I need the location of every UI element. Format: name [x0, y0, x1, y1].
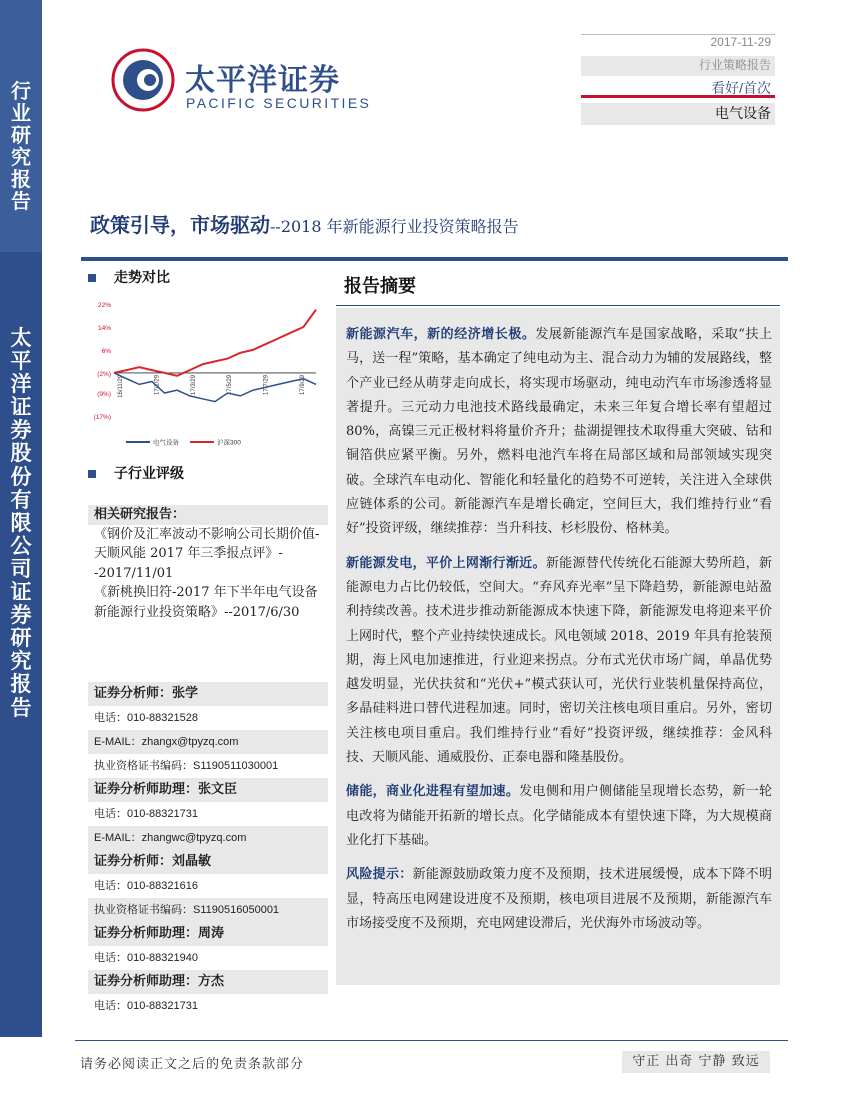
- x-tick-label: 17/5/29: [227, 374, 234, 395]
- summary-paragraph: [346, 780, 772, 853]
- legend-label: 沪深300: [217, 439, 241, 447]
- analyst-contact-line[interactable]: E-MAIL：zhangwc@tpyzq.com: [88, 826, 328, 850]
- trend-heading: 走势对比: [88, 267, 170, 287]
- sidebar-report-type-label: [0, 80, 42, 212]
- legend-label: 电气设备: [153, 439, 179, 447]
- sidebar-char: 报: [11, 167, 31, 191]
- analyst-contact-line: 执业资格证书编码：S1190511030001: [94, 760, 279, 772]
- sidebar-char: 洋: [10, 371, 32, 397]
- analyst-name: 证券分析师助理：张文臣: [94, 782, 238, 797]
- sidebar-char: 限: [10, 509, 32, 535]
- footer-motto: 守正 出奇 宁静 致远: [622, 1051, 770, 1073]
- title-sub: --2018 年新能源行业投资策略报告: [270, 217, 519, 236]
- footer-divider: [75, 1040, 788, 1041]
- logo-name-en: PACIFIC SECURITIES: [186, 95, 372, 111]
- x-tick-label: 17/3/29: [190, 374, 197, 395]
- related-report-item[interactable]: 《新桃换旧符-2017 年下半年电气设备新能源行业投资策略》--2017/6/30: [94, 585, 318, 620]
- y-tick-label: (2%): [97, 370, 111, 378]
- summary-lead: 风险提示：: [346, 867, 413, 883]
- summary-paragraph: [346, 323, 772, 542]
- analyst-list: [88, 682, 328, 1018]
- sidebar-char: 究: [10, 648, 32, 674]
- sidebar-char: 证: [10, 394, 32, 420]
- sidebar-char: 有: [10, 486, 32, 512]
- sidebar-char: 太: [10, 325, 32, 350]
- sidebar-char: 股: [10, 440, 32, 466]
- sidebar-char: 研: [10, 625, 32, 651]
- report-type: 行业策略报告: [581, 56, 775, 76]
- analyst-name: 证券分析师：刘晶敏: [94, 854, 212, 869]
- related-reports: [88, 505, 328, 622]
- summary-text: 发展新能源汽车是国家战略，采取“扶上马，送一程”策略，基本确定了纯电动为主、混合动力为辅的发展路线，整个产业已经从萌芽走向成长，将实现市场驱动，纯电动汽车市场渗透将显著提升。三元动力电池技术路线最确定，未来三年复合增长率有望超过 80%，高镍三元正极材料将量价齐升；盐湖提锂技术取得重大突破、钴和铜箔供应紧平衡。另外，燃料电池汽车将在局部区域和局部领域实现突破。全球汽车电动化、智能化和轻量化的趋势不可逆转，关注进入全球供应链体系的公司。新能源汽车是增长确定，空间巨大，我们维持行业“看好”投资评级，继续推荐：当升科技、杉杉股份、格林美。: [346, 327, 772, 537]
- summary-heading-bar: [336, 262, 780, 306]
- analyst-contact-line: 执业资格证书编码：S1190516050001: [88, 898, 328, 922]
- y-tick-label: (17%): [93, 414, 111, 421]
- analyst-name: 证券分析师：张学: [94, 686, 199, 701]
- analyst-title: [88, 682, 328, 706]
- analyst-contact-line[interactable]: E-MAIL：zhangx@tpyzq.com: [88, 730, 328, 754]
- sidebar-char: 报: [10, 671, 32, 697]
- sidebar-company-label: [0, 326, 42, 719]
- sidebar-char: 告: [10, 694, 32, 720]
- logo-name-cn: 太平洋证券: [185, 63, 340, 98]
- sidebar-char: 研: [11, 123, 31, 147]
- summary-text: 新能源替代传统化石能源大势所趋，新能源电力占比仍较低，空间大。“弃风弃光率”呈下降趋势，新能源电站盈利持续改善。技术进步推动新能源成本快速下降，新能源发电将迎来平价上网时代，整个产业持续快速成长。风电领域 2018、2019 年具有抢装预期，海上风电加速推进，行业迎来拐点。分布式光伏市场广阔，单晶优势越发明显，光伏扶贫和“光伏+”模式获认可，光伏行业装机量保持高位，多晶硅料进口替代进程加速。同时，密切关注核电项目重启。另外，密切关注核电项目重启。我们维持行业“看好”投资评级，继续推荐：金风科技、天顺风能、通威股份、正泰电器和隆基股份。: [346, 555, 772, 766]
- analyst-contact-line: 电话：010-88321731: [94, 808, 198, 820]
- sub-rating-heading: 子行业评级: [88, 463, 184, 483]
- x-tick-label: 17/7/29: [263, 374, 270, 395]
- summary-lead: 储能，商业化进程有望加速。: [346, 784, 520, 800]
- x-tick-label: 17/9/29: [300, 374, 306, 395]
- related-report-item[interactable]: 《钢价及汇率波动不影响公司长期价值-天顺风能 2017 年三季报点评》--2017/11/01: [94, 526, 320, 581]
- footer-disclaimer: 请务必阅读正文之后的免责条款部分: [80, 1057, 305, 1072]
- bullet-square-icon: [88, 470, 96, 478]
- sidebar-char: 业: [11, 101, 31, 125]
- summary-panel: [336, 308, 780, 985]
- summary-heading: 报告摘要: [344, 276, 416, 297]
- sidebar-char: 究: [11, 145, 31, 169]
- sidebar-char: 平: [10, 348, 32, 374]
- page-title: [90, 209, 519, 238]
- title-main: 政策引导，市场驱动: [90, 213, 270, 237]
- summary-text: 新能源鼓励政策力度不及预期，技术进展缓慢，成本下降不明显，特高压电网建设进度不及预期，核电项目进展不及预期，新能源汽车市场接受度不及预期，充电网建设滞后，光伏海外市场波动等。: [346, 867, 772, 931]
- analyst-title: [88, 970, 328, 994]
- sidebar-char: 券: [10, 417, 32, 443]
- bullet-square-icon: [88, 274, 96, 282]
- summary-text: 发电侧和用户侧储能呈现增长态势，新一轮电改将为储能开拓新的增长点。化学储能成本有望快速下降，为大规模商业化打下基础。: [346, 784, 772, 848]
- y-tick-label: 22%: [97, 302, 111, 309]
- analyst-contact-line: 电话：010-88321731: [94, 1000, 198, 1012]
- sidebar-char: 告: [11, 189, 31, 213]
- title-divider: [81, 257, 788, 261]
- sidebar-char: 券: [10, 602, 32, 628]
- analyst-name: 证券分析师助理：方杰: [94, 974, 225, 989]
- sidebar-char: 证: [10, 579, 32, 605]
- summary-paragraph: [346, 863, 772, 936]
- x-tick-label: 16/11/29: [118, 374, 124, 398]
- y-tick-label: (9%): [97, 391, 111, 399]
- related-reports-label: 相关研究报告：: [88, 505, 328, 525]
- logo-mark-icon: [88, 18, 188, 138]
- analyst-title: [88, 922, 328, 946]
- summary-lead: 新能源汽车，新的经济增长极。: [346, 327, 536, 342]
- report-date: 2017-11-29: [581, 34, 775, 54]
- analyst-title: [88, 778, 328, 802]
- x-tick-label: 17/1/29: [154, 374, 161, 395]
- series-line: [114, 373, 316, 402]
- summary-paragraph: [346, 552, 772, 771]
- y-tick-label: 6%: [101, 347, 111, 355]
- sidebar-char: 司: [10, 555, 32, 581]
- y-tick-label: 14%: [97, 324, 111, 332]
- analyst-contact-line: 电话：010-88321616: [94, 880, 198, 892]
- left-sidebar: [0, 0, 42, 1037]
- sidebar-char: 公: [10, 532, 32, 558]
- sidebar-char: 份: [10, 463, 32, 489]
- analyst-contact-line: 电话：010-88321940: [94, 952, 198, 964]
- rating-badge: 看好/首次: [581, 78, 775, 98]
- series-line: [114, 310, 316, 376]
- analyst-contact-line: 电话：010-88321528: [94, 712, 198, 724]
- analyst-title: [88, 850, 328, 874]
- industry-label: 电气设备: [581, 103, 775, 125]
- summary-lead: 新能源发电，平价上网渐行渐近。: [346, 555, 546, 571]
- trend-chart: [88, 296, 322, 456]
- analyst-name: 证券分析师助理：周涛: [94, 926, 225, 941]
- sidebar-char: 行: [11, 79, 31, 103]
